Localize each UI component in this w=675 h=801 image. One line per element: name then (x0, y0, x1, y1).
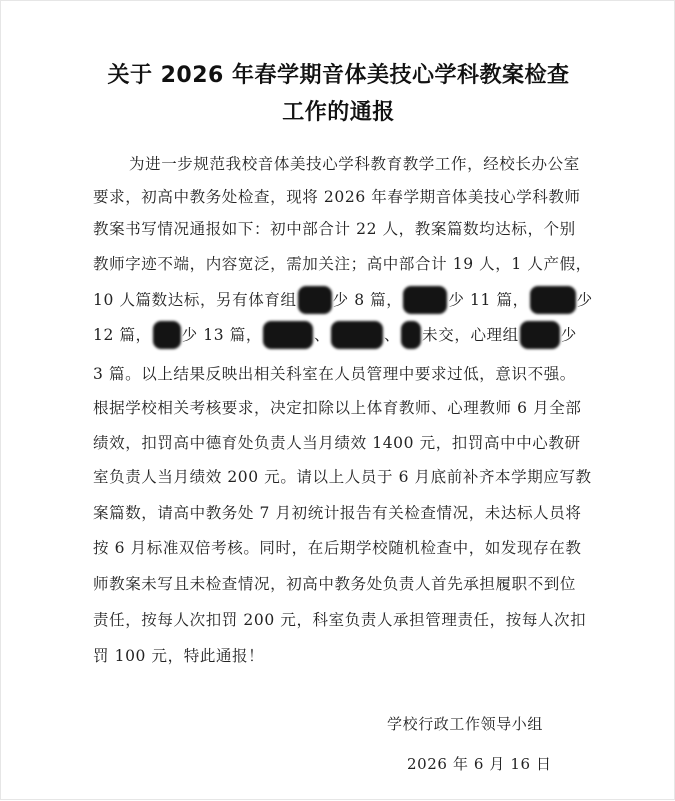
text-segment: 、 (313, 326, 331, 344)
body-line: 要求，初高中教务处检查，现将 2026 年春学期音体美技心学科教师 (93, 188, 581, 206)
body-line: 3 篇。以上结果反映出相关科室在人员管理中要求过低，意识不强。 (93, 365, 576, 383)
text-segment: 少 (560, 326, 577, 344)
document-body (1, 1, 675, 801)
redaction-block (401, 321, 421, 349)
body-line: 根据学校相关考核要求，决定扣除以上体育教师、心理教师 6 月全部 (93, 399, 582, 417)
body-line-redacted-1 (93, 287, 593, 313)
body-line: 案篇数，请高中教务处 7 月初统计报告有关检查情况，未达标人员将 (93, 504, 582, 522)
text-segment: 、 (384, 326, 401, 344)
body-line: 责任，按每人次扣罚 200 元，科室负责人承担管理责任，按每人次扣 (93, 611, 587, 629)
redaction-block (263, 321, 313, 349)
body-line: 绩效，扣罚高中德育处负责人当月绩效 1400 元，扣罚高中中心教研 (93, 434, 581, 452)
body-line: 教师字迹不端，内容宽泛，需加关注；高中部合计 19 人，1 人产假， (93, 255, 592, 273)
text-segment: 少 11 篇， (448, 291, 529, 309)
redaction-block (298, 286, 332, 314)
body-line-redacted-2 (93, 322, 577, 348)
body-line: 师教案未写且未检查情况，初高中教务处负责人首先承担履职不到位 (93, 575, 577, 593)
document-title-line-2: 工作的通报 (282, 100, 395, 125)
text-segment: 10 人篇数达标，另有体育组 (93, 291, 297, 309)
body-line: 按 6 月标准双倍考核。同时，在后期学校随机检查中，如发现存在教 (93, 539, 582, 557)
body-line: 教案书写情况通报如下：初中部合计 22 人，教案篇数均达标，个别 (93, 220, 576, 238)
text-segment: 少 8 篇， (332, 291, 403, 309)
redaction-block (520, 321, 560, 349)
body-line: 室负责人当月绩效 200 元。请以上人员于 6 月底前补齐本学期应写教 (93, 468, 592, 486)
redaction-block (530, 286, 576, 314)
redaction-block (153, 321, 181, 349)
text-segment: 12 篇， (93, 326, 152, 344)
body-line: 为进一步规范我校音体美技心学科教育教学工作，经校长办公室 (129, 155, 580, 173)
text-segment: 少 (576, 291, 593, 309)
signature-date: 2026 年 6 月 16 日 (407, 755, 552, 773)
redaction-block (403, 286, 447, 314)
body-line: 罚 100 元，特此通报！ (93, 647, 265, 665)
document-title-line-1: 关于 2026 年春学期音体美技心学科教案检查 (107, 63, 570, 88)
text-segment: 少 13 篇， (181, 326, 262, 344)
redaction-block (331, 321, 383, 349)
signature-organization: 学校行政工作领导小组 (387, 715, 544, 733)
text-segment: 未交，心理组 (422, 326, 519, 344)
